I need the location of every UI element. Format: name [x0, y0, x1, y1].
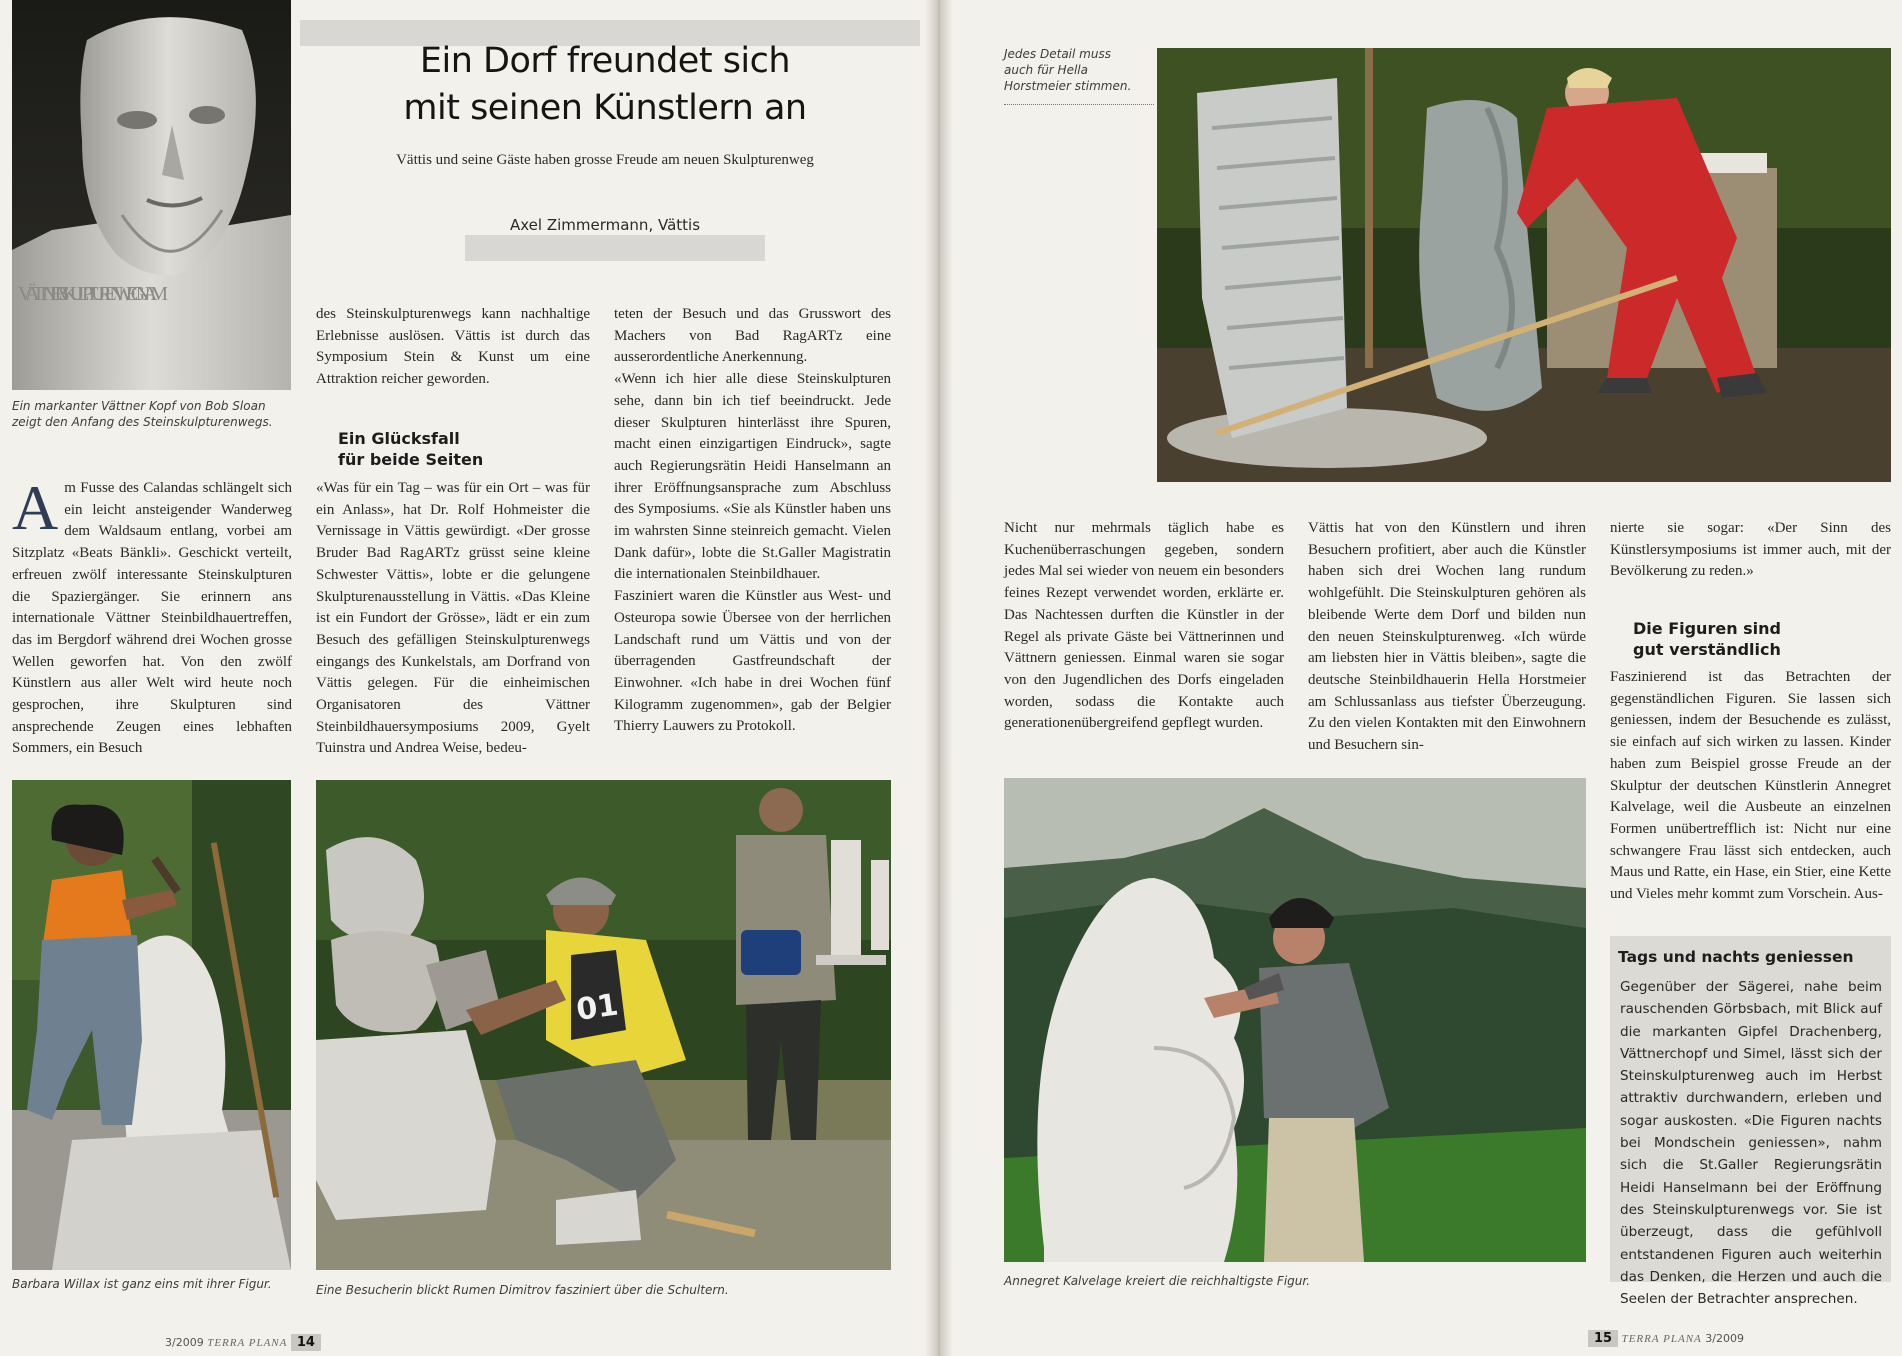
subhead-figuren	[1633, 618, 1873, 660]
right-column-1	[1004, 518, 1284, 735]
stone-engraving: VÄTTNER SKULPTUREN WEG NAM	[18, 283, 169, 305]
caption-barbara: Barbara Willax ist ganz eins mit ihrer Figur.	[12, 1277, 272, 1291]
subhead-2-line-1: Die Figuren sind	[1633, 619, 1781, 638]
left-col2-bottom-text: «Was für ein Tag – was für ein Ort – was für ein Anlass», hat Dr. Rolf Hohmeister die Vernissage in Vättis gewürdigt. «Der grosse Bruder Bad RagARTz grüsst seine kleine Schwester Vättis», lobte er die gelungene Skulpturenausstellung in Vättis. «Das Kleine ist ein Fundort der Grösse», lädt er ein zum Besuch des gefälligen Steinskulpturenwegs eingangs des Kunkelstals, am Dorfrand von Vättis gelegen. Für die einheimischen Organisatoren des Vättner Steinbildhauersymposiums 2009, Gyelt Tuinstra und Andrea Weise, bedeu-	[316, 480, 590, 757]
footer-right	[1588, 1330, 1744, 1347]
footer-right-magazine: TERRA PLANA	[1621, 1333, 1702, 1345]
left-column-3	[614, 304, 891, 738]
caption-head-sculpture: Ein markanter Vättner Kopf von Bob Sloan zeigt den Anfang des Steinskulpturenwegs.	[12, 399, 273, 429]
footer-left-magazine: TERRA PLANA	[207, 1337, 288, 1349]
photo-annegret-kalvelage	[1004, 778, 1586, 1262]
caption-hella-rule	[1004, 104, 1154, 105]
left-col1-text: m Fusse des Calandas schlängelt sich ein leicht ansteigender Wanderweg dem Waldsaum entlang, vorbei am Sitzplatz «Beats Bänkli». Geschickt verteilt, erfreuen zwölf interessante Steinskulpturen die Spaziergänger. Sie erinnern ans internationale Vättner Steinbildhauertreffen, das im Bergdorf während drei Wochen grosse Wellen geworfen hat. Von den zwölf Künstlern aus aller Welt wird heute noch gesprochen, ihre Skulpturen sind ansprechende Zeugen eines lebhaften Sommers, ein Besuch	[12, 480, 292, 757]
article-title	[320, 38, 890, 132]
subhead-1-line-1: Ein Glücksfall	[338, 429, 460, 448]
footer-right-issue: 3/2009	[1705, 1332, 1744, 1345]
right-column-3-top	[1610, 518, 1891, 583]
title-line-2: mit seinen Künstlern an	[403, 88, 807, 128]
subhead-gluecksfall	[338, 428, 578, 470]
caption-rumen: Eine Besucherin blickt Rumen Dimitrov fasziniert über die Schultern.	[316, 1283, 729, 1297]
subhead-1-line-2: für beide Seiten	[338, 450, 484, 469]
info-box-title: Tags und nachts geniessen	[1618, 948, 1854, 966]
left-col3-p3: Fasziniert waren die Künstler aus West- und Osteuropa sowie Übersee von der herrlichen Landschaft rund um Vättis und von der überragenden Gastfreundschaft der Einwohner. «Ich habe in drei Wochen fünf Kilogramm zugenommen», gab der Belgier Thierry Lauwers zu Protokoll.	[614, 588, 891, 735]
subhead-2-line-2: gut verständlich	[1633, 640, 1781, 659]
article-subtitle: Vättis und seine Gäste haben grosse Freude am neuen Skulpturenweg	[396, 152, 814, 168]
right-column-3-bottom	[1610, 667, 1891, 906]
photo-rumen-dimitrov	[316, 780, 891, 1270]
right-col3-bottom-text: Faszinierend ist das Betrachten der gegenständlichen Figuren. Sie lassen sich geniessen, indem der Besuchende es zulässt, sie einfach auf sich wirken zu lassen. Kinder haben zum Beispiel grosse Freude an der Skulptur der deutschen Künstlerin Annegret Kalvelage, weil die Ausbeute an einzelnen Formen unübertrefflich ist: Nicht nur eine schwangere Frau lässt sich entdecken, auch Maus und Ratte, ein Hase, ein Stier, eine Kette und Vieles mehr kommt zum Vorschein. Aus-	[1610, 669, 1891, 903]
info-box-text: Gegenüber der Sägerei, nahe beim rauschenden Görbsbach, mit Blick auf die markanten Gipfel Drachenberg, Vättnerchopf und Simel, lässt sich der Steinskulpturenweg auch im Herbst attraktiv durchwandern, erleben und sogar auskosten. «Die Figuren nachts bei Mondschein geniessen», nahm sich die St.Galler Regierungsrätin Heidi Hanselmann bei der Eröffnung des Steinskulpturenwegs vor. Sie ist überzeugt, dass die gefühlvoll entstandenen Figuren auch weiterhin das Denken, die Herzen und auch die Seelen der Betrachter ansprechen.	[1620, 979, 1882, 1308]
article-author: Axel Zimmermann, Vättis	[509, 216, 701, 234]
photo-barbara-willax	[12, 780, 291, 1270]
drop-cap: A	[12, 472, 59, 543]
photo-hella-horstmeier	[1157, 48, 1891, 482]
right-col1-text: Nicht nur mehrmals täglich habe es Kuchenüberraschungen gegeben, sondern jedes Mal sei wieder von neuem ein besonders feines Rezept verwendet worden, erklärte er. Das Nachtessen durften die Künstler in der Regel als private Gäste bei Vättnerinnen und Vättnern geniessen. Einmal waren sie sogar von den Jugendlichen des Dorfs eingeladen worden, sodass die Kontakte auch generationenübergreifend gepflegt wurden.	[1004, 520, 1284, 732]
footer-left-issue: 3/2009	[165, 1336, 204, 1349]
right-column-2	[1308, 518, 1586, 757]
info-box	[1610, 936, 1891, 1308]
title-band-bottom	[465, 235, 765, 261]
title-line-1: Ein Dorf freundet sich	[419, 41, 791, 81]
photo-head-sculpture	[12, 0, 291, 390]
footer-left	[165, 1334, 321, 1351]
footer-left-page-number: 14	[291, 1334, 321, 1351]
left-column-2	[316, 304, 590, 391]
left-column-1	[12, 472, 292, 760]
left-col3-p1: teten der Besuch und das Grusswort des Machers von Bad RagARTz eine ausserordentliche Anerkennung.	[614, 306, 891, 366]
caption-hella: Jedes Detail muss auch für Hella Horstmeier stimmen.	[1004, 47, 1132, 93]
shirt-print: 01	[574, 987, 621, 1028]
caption-annegret: Annegret Kalvelage kreiert die reichhaltigste Figur.	[1004, 1274, 1311, 1288]
right-col2-text: Vättis hat von den Künstlern und ihren Besuchern profitiert, aber auch die Künstler haben sich drei Wochen lang rundum wohlgefühlt. Die Steinskulpturen gehören als bleibende Werte dem Dorf und bilden nun den neuen Steinskulpturenweg. «Ich würde am liebsten hier in Vättis bleiben», sagte die deutsche Steinbildhauerin Hella Horstmeier am Schlussanlass aus tiefster Überzeugung. Zu den vielen Kontakten mit den Einwohnern und Besuchern sin-	[1308, 520, 1586, 754]
left-col2-top-text: des Steinskulpturenwegs kann nachhaltige Erlebnisse auslösen. Vättis ist durch das Symposium Stein & Kunst um eine Attraktion reicher geworden.	[316, 306, 590, 388]
page-gutter	[925, 0, 953, 1356]
right-col3-top-text: nierte sie sogar: «Der Sinn des Künstlersymposiums ist immer auch, mit der Bevölkerung zu reden.»	[1610, 520, 1891, 580]
left-col3-p2: «Wenn ich hier alle diese Steinskulpturen sehe, dann bin ich tief beeindruckt. Jede dieser Skulpturen hinterlässt ihre Spuren, macht einen einzigartigen Eindruck», sagte auch Regierungsrätin Heidi Hanselmann an ihrer Eröffnungsansprache zum Abschluss des Symposiums. «Sie als Künstler haben uns im wahrsten Sinne steinreich gemacht. Vielen Dank dafür», lobte die St.Galler Magistratin die internationalen Steinbildhauer.	[614, 371, 891, 583]
left-column-2-bottom	[316, 478, 590, 760]
footer-right-page-number: 15	[1588, 1330, 1618, 1347]
